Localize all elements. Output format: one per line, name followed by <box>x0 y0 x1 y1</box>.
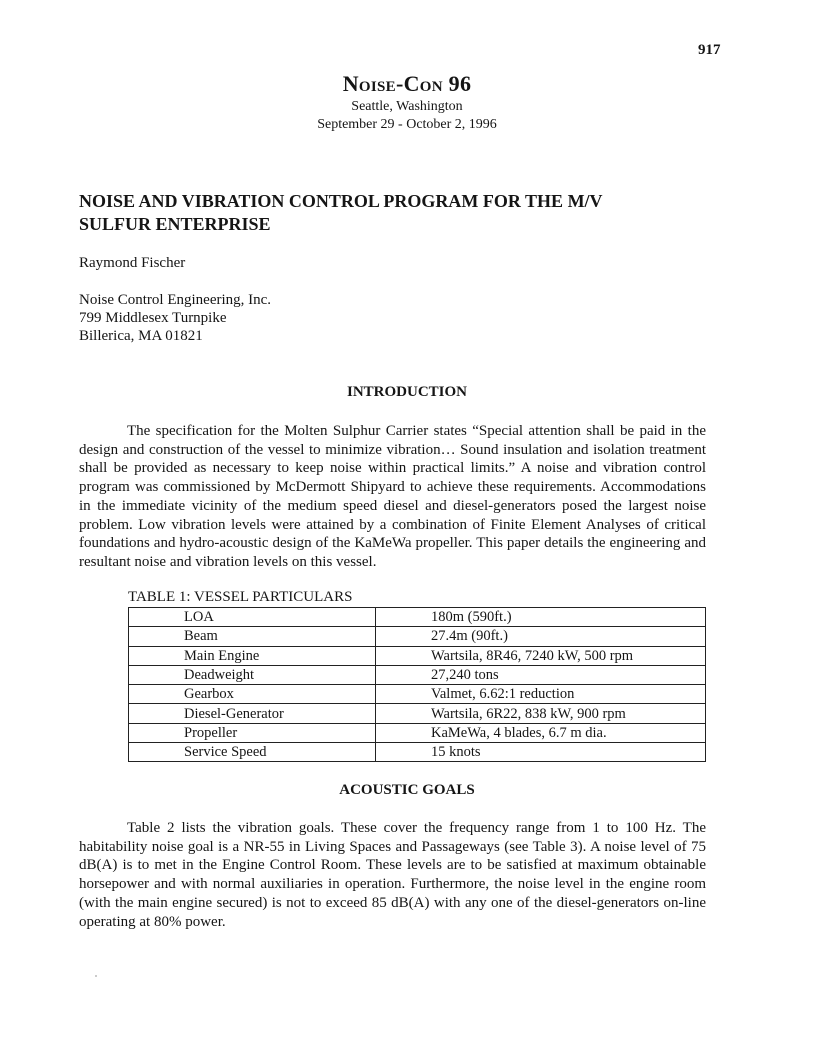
acoustic-goals-paragraph: Table 2 lists the vibration goals. These cover the frequency range from 1 to 100 Hz. The habitability noise goal is a NR-55 in Living Spaces and Passageways (see Table 3). A noise level of 75 dB(A) is to met in the Engine Control Room. These levels are to be satisfied at maximum obtainable horsepower and with normal auxiliaries in operation. Furthermore, the noise level in the engine room (with the main engine secured) is not to exceed 85 dB(A) with any one of the diesel-generators on-line operating at 80% power. <box>79 820 706 930</box>
table-cell-value: Valmet, 6.62:1 reduction <box>376 685 706 704</box>
table-cell-parameter: Gearbox <box>129 685 376 704</box>
conference-header <box>0 70 814 134</box>
paper-title-line-1: NOISE AND VIBRATION CONTROL PROGRAM FOR THE M/V <box>79 191 603 211</box>
table-row <box>129 627 706 646</box>
table-cell-value: Wartsila, 6R22, 838 kW, 900 rpm <box>376 704 706 723</box>
conference-location: Seattle, Washington <box>351 99 463 114</box>
table-row <box>129 723 706 742</box>
table-cell-parameter: Diesel-Generator <box>129 704 376 723</box>
table-cell-parameter: Main Engine <box>129 646 376 665</box>
introduction-paragraph: The specification for the Molten Sulphur Carrier states “Special attention shall be paid in the design and construction of the vessel to minimize vibration… Sound insulation and isolation treatment shall be provided as necessary to keep noise within practical limits.” A noise and vibration control program was commissioned by McDermott Shipyard to achieve these requirements. Accommodations in the immediate vicinity of the medium speed diesel and diesel-generators posed the largest noise problem. Low vibration levels were attained by a combination of Finite Element Analyses of critical foundations and hydro-acoustic design of the KaMeWa propeller. This paper details the engineering and resultant noise and vibration levels on this vessel. <box>79 423 706 570</box>
affiliation-line-3: Billerica, MA 01821 <box>79 328 203 344</box>
page-number: 917 <box>698 42 721 58</box>
table-cell-parameter: Service Speed <box>129 743 376 762</box>
table-cell-value: 27,240 tons <box>376 665 706 684</box>
table-cell-value: KaMeWa, 4 blades, 6.7 m dia. <box>376 723 706 742</box>
vessel-particulars-table <box>128 607 706 762</box>
conference-name: Noise-Con 96 <box>342 71 472 96</box>
table-cell-value: 15 knots <box>376 743 706 762</box>
paper-title-line-2: SULFUR ENTERPRISE <box>79 214 271 234</box>
table-row <box>129 685 706 704</box>
introduction-heading: INTRODUCTION <box>346 384 467 400</box>
table-cell-value: 180m (590ft.) <box>376 608 706 627</box>
table-row <box>129 646 706 665</box>
table-row <box>129 704 706 723</box>
table-cell-parameter: Beam <box>129 627 376 646</box>
acoustic-goals-heading: ACOUSTIC GOALS <box>339 782 475 798</box>
affiliation-line-2: 799 Middlesex Turnpike <box>79 310 227 326</box>
table-cell-value: 27.4m (90ft.) <box>376 627 706 646</box>
scan-speck <box>95 975 97 977</box>
table-row <box>129 608 706 627</box>
table-row <box>129 665 706 684</box>
author-affiliation <box>79 291 271 345</box>
table-row <box>129 743 706 762</box>
table-cell-parameter: Deadweight <box>129 665 376 684</box>
affiliation-line-1: Noise Control Engineering, Inc. <box>79 292 272 308</box>
table-cell-value: Wartsila, 8R46, 7240 kW, 500 rpm <box>376 646 706 665</box>
table-cell-parameter: LOA <box>129 608 376 627</box>
table-cell-parameter: Propeller <box>129 723 376 742</box>
author-name: Raymond Fischer <box>79 255 186 271</box>
paper-title <box>79 190 699 236</box>
table-1-caption: TABLE 1: VESSEL PARTICULARS <box>128 589 353 605</box>
conference-dates: September 29 - October 2, 1996 <box>317 117 497 132</box>
